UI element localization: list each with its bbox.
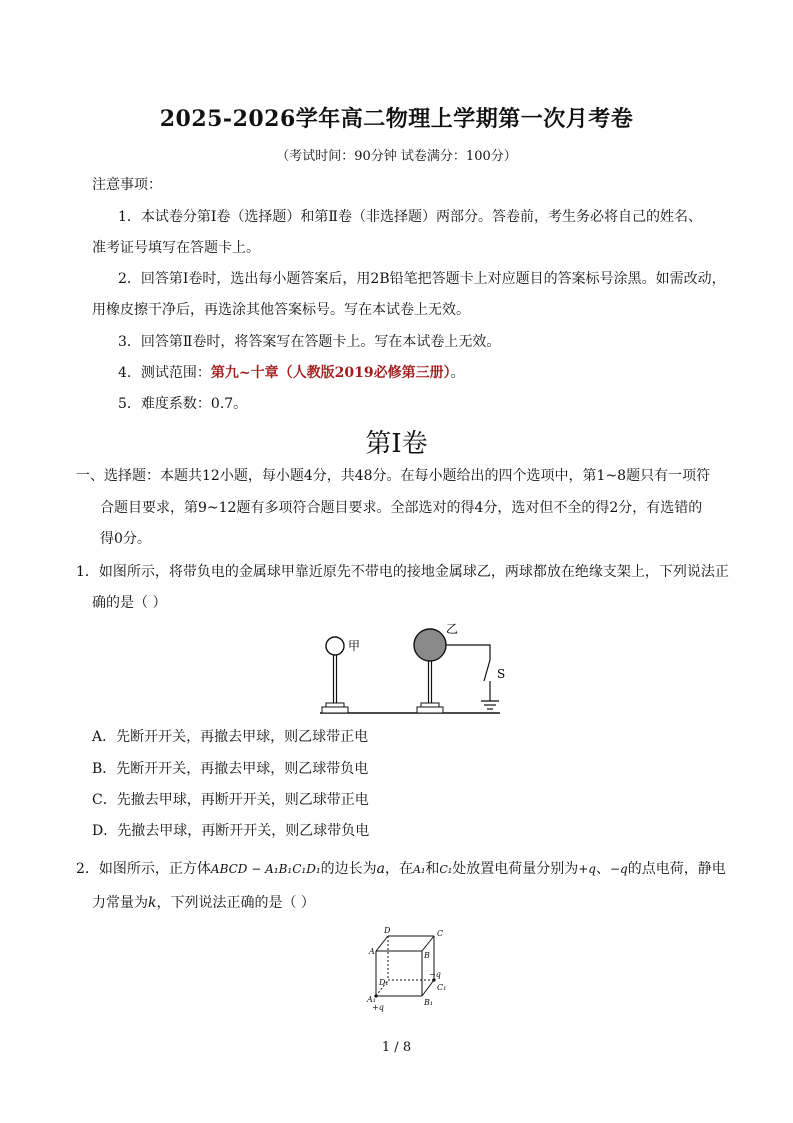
note-3: 3．回答第Ⅱ卷时，将答案写在答题卡上。写在本试卷上无效。	[118, 334, 501, 350]
label-yi: 乙	[446, 622, 459, 636]
q1-option-a: A．先断开开关，再撤去甲球，则乙球带正电	[92, 729, 369, 745]
q2-cube-name: ABCD − A₁B₁C₁D₁	[210, 862, 321, 876]
q2-var-k: k	[148, 895, 157, 911]
q1-option-d: D．先撤去甲球，再断开开关，则乙球带负电	[92, 823, 370, 839]
q2-var-a: a	[376, 861, 386, 877]
q1-stem-line-1: 1．如图所示，将带负电的金属球甲靠近原先不带电的接地金属球乙，两球都放在绝缘支架上，下列说法正	[76, 564, 729, 580]
ground-wire	[446, 645, 490, 660]
q1-figure	[310, 615, 510, 720]
edge-b1c1	[422, 980, 434, 996]
q2-text-4: 和	[425, 861, 440, 877]
q1-option-c: C．先撤去甲球，再断开开关，则乙球带正电	[92, 792, 369, 808]
q2-stem-line-2	[92, 894, 315, 912]
label-d: D	[384, 926, 391, 935]
exam-subtitle: （考试时间：90分钟 试卷满分：100分）	[276, 149, 517, 164]
stand-yi-base-bottom	[417, 707, 443, 713]
label-c1: C₁	[437, 983, 447, 992]
stand-yi-base-top	[421, 703, 439, 707]
q2-text-2: 的边长为	[320, 861, 377, 877]
q2-text-9: ，下列说法正确的是（ ）	[156, 895, 315, 911]
ball-yi	[414, 629, 446, 661]
note-4-suffix: 。	[450, 365, 465, 381]
q2-text-5: 处放置电荷量分别为	[452, 861, 579, 877]
edge-bc	[422, 936, 434, 951]
stand-jia-base-top	[326, 703, 344, 707]
q2-point-a1: A₁	[413, 863, 426, 876]
q1-option-b: B．先断开开关，再撤去甲球，则乙球带负电	[92, 761, 369, 777]
q2-text-8: 力常量为	[92, 895, 148, 911]
q2-cube-figure	[358, 922, 458, 1014]
q2-charge-pos: +q	[578, 862, 596, 876]
notes-heading: 注意事项：	[92, 177, 162, 193]
exam-title: 2025-2026学年高二物理上学期第一次月考卷	[159, 106, 634, 132]
q2-text-3: ，在	[385, 861, 414, 877]
q2-text-7: 的点电荷，静电	[627, 861, 726, 877]
label-minus-q: −q	[429, 970, 441, 979]
switch-s	[484, 660, 490, 681]
note-4-range: 第九~十章（人教版2019必修第三册）	[210, 365, 451, 381]
label-s: S	[497, 667, 506, 681]
page-number: 1 / 8	[381, 1040, 412, 1055]
label-plus-q: +q	[372, 1003, 384, 1012]
note-1-line-1: 1．本试卷分第Ⅰ卷（选择题）和第Ⅱ卷（非选择题）两部分。答卷前，考生务必将自己的姓名、	[118, 209, 702, 225]
section-intro-line-2: 合题目要求，第9~12题有多项符合题目要求。全部选对的得4分，选对但不全的得2分，有选错的	[100, 500, 703, 516]
label-d1: D₁	[379, 978, 389, 987]
label-a: A	[369, 947, 375, 956]
section-title: 第Ⅰ卷	[365, 429, 428, 459]
q2-text-6: 、	[595, 861, 610, 877]
note-4-prefix: 4．测试范围：	[118, 365, 211, 381]
label-c: C	[437, 929, 444, 938]
note-4	[118, 364, 465, 382]
q2-stem-line-1	[76, 860, 726, 879]
label-b1: B₁	[424, 998, 434, 1007]
note-2-line-1: 2．回答第Ⅰ卷时，选出每小题答案后，用2B铅笔把答题卡上对应题目的答案标号涂黑。如需改动，	[118, 271, 726, 287]
stand-jia-base-bottom	[322, 707, 348, 713]
section-intro-line-1: 一、选择题：本题共12小题，每小题4分，共48分。在每小题给出的四个选项中，第1~8题只有一项符	[76, 468, 711, 484]
edge-ad	[376, 936, 388, 951]
q2-text-1: 2．如图所示，正方体	[76, 861, 211, 877]
q2-charge-neg: −q	[609, 862, 628, 876]
note-5: 5．难度系数：0.7。	[118, 396, 248, 412]
label-jia: 甲	[348, 639, 361, 653]
ball-jia	[326, 637, 344, 655]
q1-stem-line-2: 确的是（ ）	[92, 595, 167, 611]
note-2-line-2: 用橡皮擦干净后，再选涂其他答案标号。写在本试卷上无效。	[92, 302, 470, 318]
section-intro-line-3: 得0分。	[100, 531, 151, 547]
label-b: B	[424, 951, 430, 960]
label-a1: A₁	[367, 995, 376, 1004]
q2-point-c1: C₁	[439, 863, 453, 876]
note-1-line-2: 准考证号填写在答题卡上。	[92, 240, 260, 256]
